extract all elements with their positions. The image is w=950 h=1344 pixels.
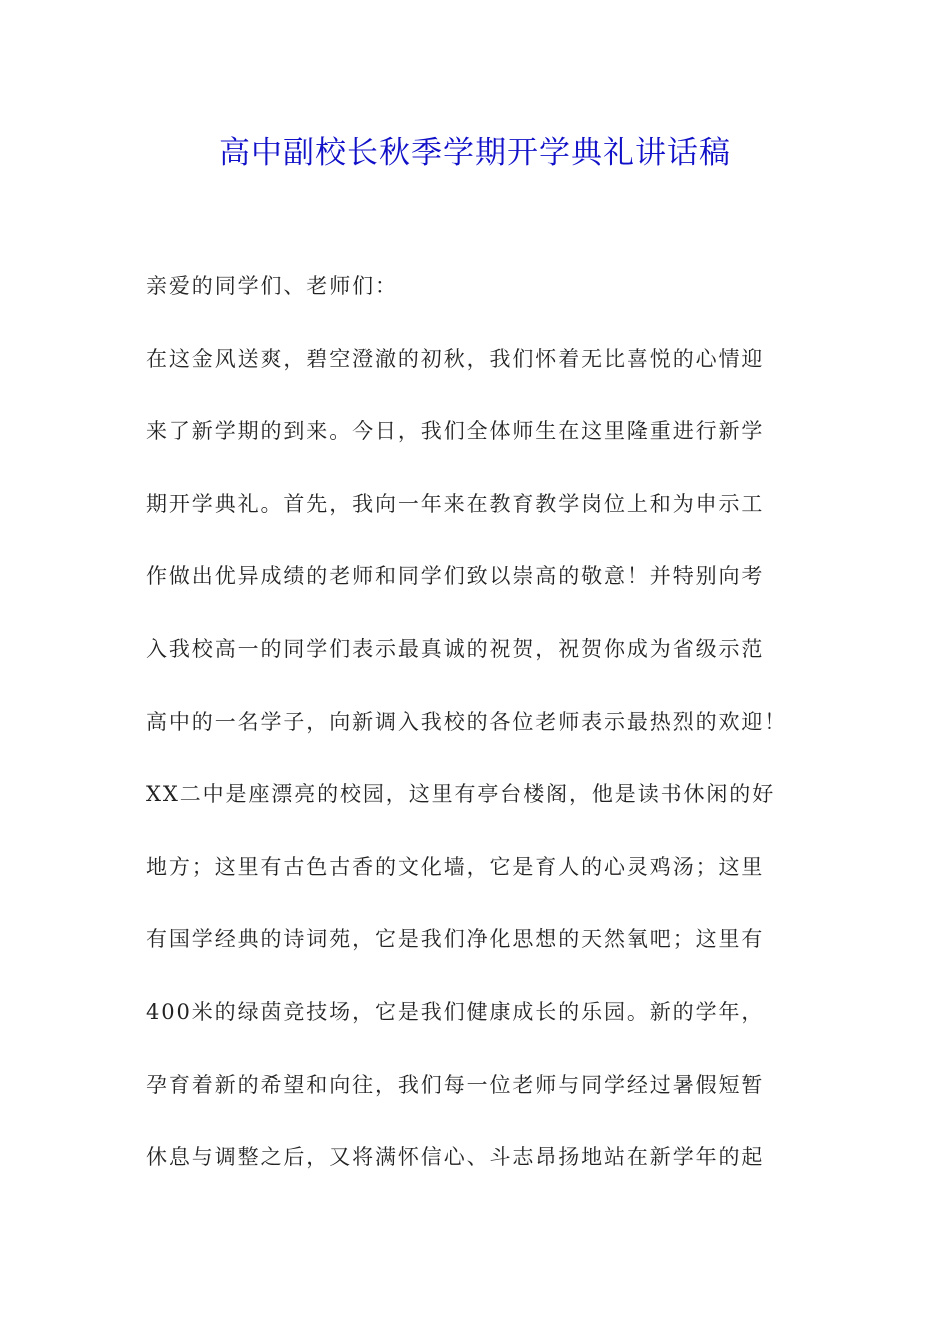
paragraph-line: 作做出优异成绩的老师和同学们致以崇高的敬意！并特别向考	[146, 564, 765, 589]
document-title: 高中副校长秋季学期开学典礼讲话稿	[219, 135, 731, 171]
paragraph-line: XX二中是座漂亮的校园，这里有亭台楼阁，他是读书休闲的好	[146, 782, 776, 807]
paragraph-line: 400米的绿茵竞技场，它是我们健康成长的乐园。新的学年，	[146, 999, 765, 1024]
paragraph-line: 在这金风送爽，碧空澄澈的初秋，我们怀着无比喜悦的心情迎	[146, 346, 765, 371]
paragraph-line: 期开学典礼。首先，我向一年来在教育教学岗位上和为申示工	[146, 491, 765, 516]
paragraph-line: 亲爱的同学们、老师们：	[146, 274, 398, 298]
paragraph-line: 休息与调整之后，又将满怀信心、斗志昂扬地站在新学年的起	[146, 1145, 765, 1170]
paragraph-line: 来了新学期的到来。今日，我们全体师生在这里隆重进行新学	[146, 419, 765, 444]
paragraph-line: 有国学经典的诗词苑，它是我们净化思想的天然氧吧；这里有	[146, 927, 765, 952]
paragraph-line: 高中的一名学子，向新调入我校的各位老师表示最热烈的欢迎！	[146, 709, 788, 734]
paragraph-line: 孕育着新的希望和向往，我们每一位老师与同学经过暑假短暂	[146, 1072, 765, 1097]
paragraph-line: 地方；这里有古色古香的文化墙，它是育人的心灵鸡汤；这里	[146, 854, 765, 879]
paragraph-line: 入我校高一的同学们表示最真诚的祝贺，祝贺你成为省级示范	[146, 636, 765, 661]
document-body	[146, 261, 806, 1205]
